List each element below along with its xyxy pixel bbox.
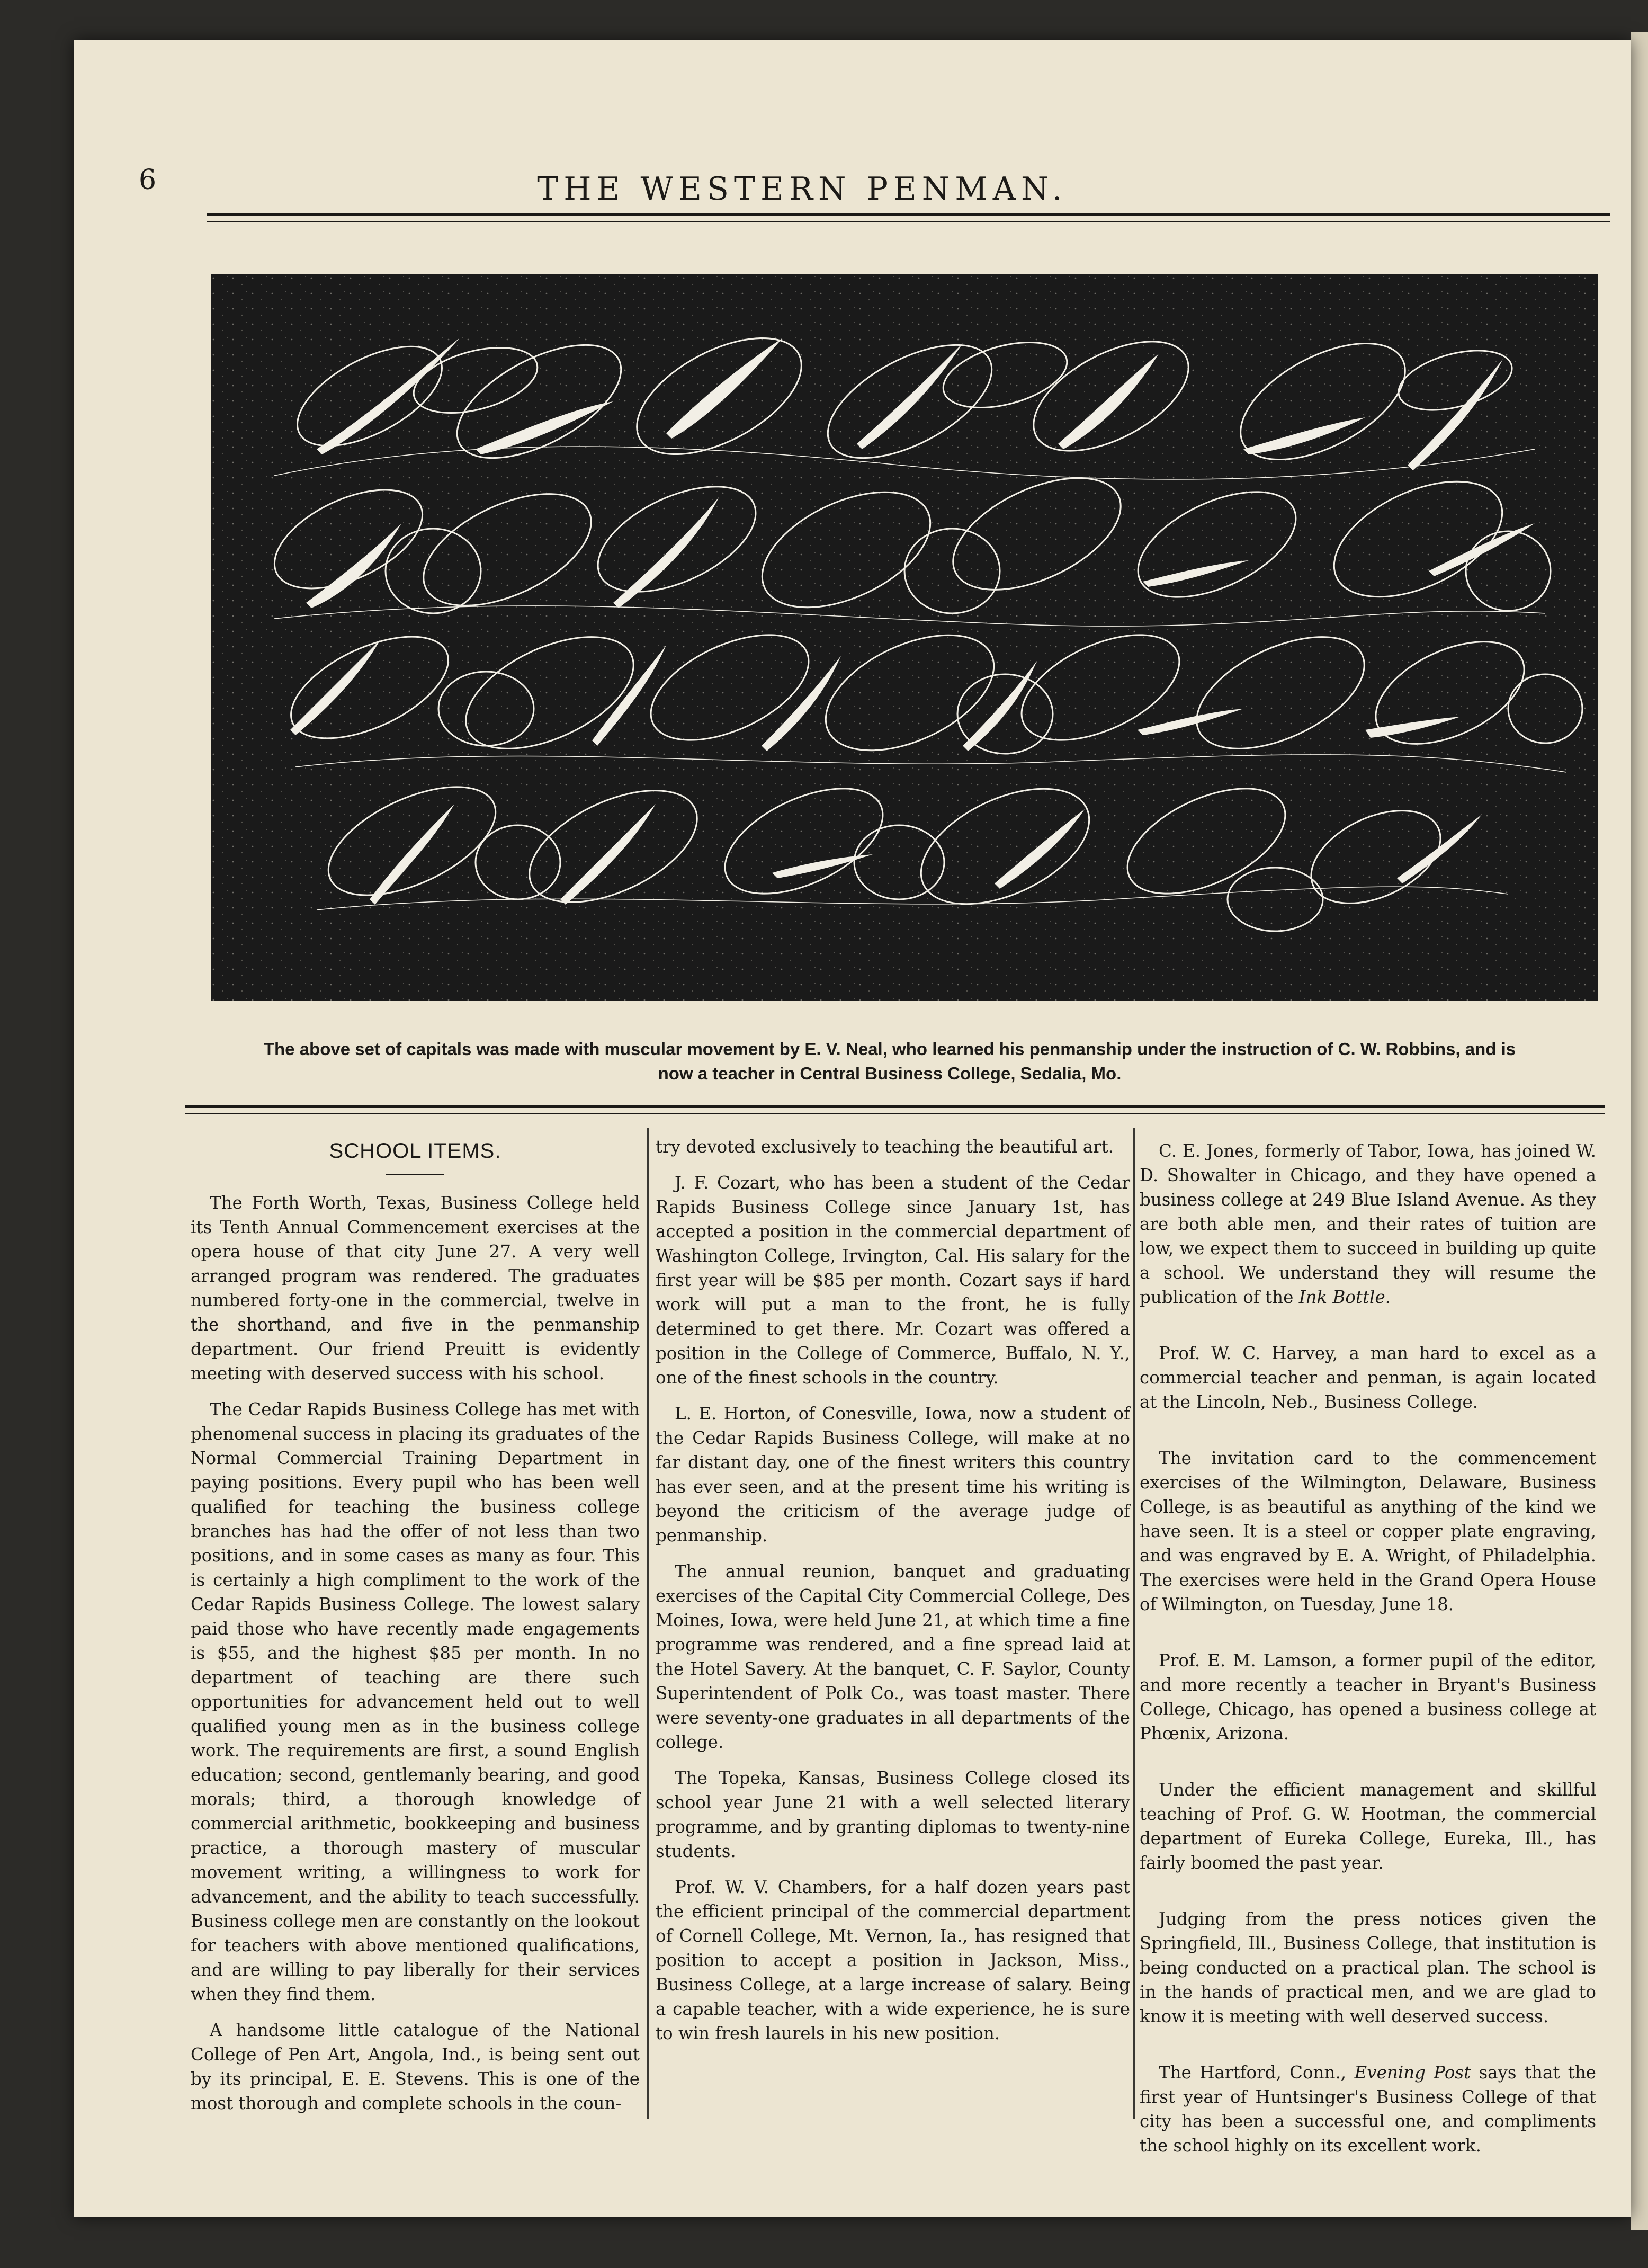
publication-title: THE WESTERN PENMAN.: [537, 171, 1068, 208]
article-cedar-rapids: The Cedar Rapids Business College has met with phenomenal success in placing its graduates of the Normal Commercial Training Department in paying positions. Every pupil who has been well qualified for teaching the business college branches has had the offer of not less than two positions, and in some cases as many as four. This is certainly a high compliment to the work of the Cedar Rapids Business College. The lowest salary paid those who have recently made engagements is $55, and the highest $85 per month. In no department of teaching are there such opportunities for advancement held out to well qualified young men as in the business college work. The requirements are first, a sound English education; second, gentlemanly bearing, and good morals; third, a thorough knowledge of commercial arithmetic, bookkeeping and business practice, a thorough mastery of muscular movement writing, a willingness to work for advancement, and the ability to teach successfully. Business college men are constantly on the lookout for teachers with above mentioned qualifications, and are willing to pay liberally for their services when they find them.: [191, 1399, 640, 2004]
section-rule-thin: [185, 1113, 1605, 1114]
column-divider-2: [1133, 1128, 1135, 2119]
article-jones-text: C. E. Jones, formerly of Tabor, Iowa, has joined W. D. Showalter in Chicago, and they have opened a business college at 249 Blue Island Avenue. As they are both able men, and their rates of tuition are low, we expect them to succeed in building up quite a school. We understand they will resume the publication of the: [1140, 1141, 1596, 1307]
caption-line-1: The above set of capitals was made with muscular movement by E. V. Neal, who learned his penmanship under the instruction of C. W. Robbins, and is: [263, 1039, 1516, 1059]
article-hartford-text-b: says that the first year of Huntsinger's Business College of that city has been a successful one, and compliments the school highly on its excellent work.: [1140, 2062, 1596, 2156]
header-rule-thin: [207, 221, 1610, 222]
penmanship-capitals-plate: [211, 274, 1598, 1001]
evening-post-title: Evening Post: [1354, 2062, 1471, 2083]
column-1: [191, 1139, 640, 2115]
article-chambers: Prof. W. V. Chambers, for a half dozen years past the efficient principal of the commercial department of Cornell College, Mt. Vernon, Ia., has resigned that position to accept a position in Jackson, Miss., Business College, at a large increase of salary. Being a capable teacher, with a wide experience, he is sure to win fresh laurels in his new position.: [656, 1877, 1130, 2043]
article-national-college: A handsome little catalogue of the National College of Pen Art, Angola, Ind., is being sent out by its principal, E. E. Stevens. This is one of the most thorough and complete schools in the coun-: [191, 2020, 640, 2113]
plate-caption: [180, 1037, 1599, 1086]
header-rule-thick: [207, 213, 1610, 216]
title-rule: [386, 1174, 444, 1175]
article-continuation: try devoted exclusively to teaching the beautiful art.: [656, 1137, 1114, 1157]
page-number: 6: [139, 164, 157, 196]
article-cozart: J. F. Cozart, who has been a student of the Cedar Rapids Business College since January 1st, has accepted a position in the commercial department of Washington College, Irvington, Cal. His salary for the first year will be $85 per month. Cozart says if hard work will put a man to the front, he is fully determined to get there. Mr. Cozart was offered a position in the College of Commerce, Buffalo, N. Y., one of the finest schools in the country.: [656, 1173, 1130, 1388]
adjacent-page-edge: [1631, 32, 1648, 2230]
article-hartford: [1140, 2060, 1596, 2158]
caption-line-2: now a teacher in Central Business College, Sedalia, Mo.: [658, 1064, 1122, 1083]
column-2: [656, 1135, 1130, 2046]
article-capital-city: The annual reunion, banquet and graduating exercises of the Capital City Commercial College, Des Moines, Iowa, were held June 21, at which time a fine programme was rendered, and a fine spread laid at the Hotel Savery. At the banquet, C. F. Saylor, County Superintendent of Polk Co., was toast master. There were seventy-one graduates in all departments of the college.: [656, 1561, 1130, 1752]
article-hootman: Under the efficient management and skillful teaching of Prof. G. W. Hootman, the commercial department of Eureka College, Eureka, Ill., has fairly boomed the past year.: [1140, 1780, 1596, 1873]
article-topeka: The Topeka, Kansas, Business College closed its school year June 21 with a well selected literary programme, and by granting diplomas to twenty-nine students.: [656, 1768, 1130, 1861]
article-lamson: Prof. E. M. Lamson, a former pupil of the editor, and more recently a teacher in Bryant's Business College, Chicago, has opened a business college at Phœnix, Arizona.: [1140, 1650, 1596, 1744]
article-fort-worth: The Forth Worth, Texas, Business College held its Tenth Annual Commencement exercises at the opera house of that city June 27. A very well arranged program was rendered. The graduates numbered forty-one in the commercial, twelve in the shorthand, and five in the penmanship department. Our friend Preuitt is evidently meeting with deserved success with his school.: [191, 1193, 640, 1383]
column-3: [1140, 1139, 1596, 2158]
column-divider-1: [647, 1128, 649, 2119]
article-springfield: Judging from the press notices given the Springfield, Ill., Business College, that institution is being conducted on a practical plan. The school is in the hands of practical men, and we are glad to know it is meeting with well deserved success.: [1140, 1909, 1596, 2026]
article-hartford-text-a: The Hartford, Conn.,: [1159, 2062, 1355, 2083]
section-rule-thick: [185, 1105, 1605, 1108]
ink-bottle-title: Ink Bottle.: [1298, 1287, 1391, 1307]
flourished-capitals-image: [211, 274, 1598, 1001]
section-title: SCHOOL ITEMS.: [329, 1139, 501, 1163]
article-jones: [1140, 1139, 1596, 1309]
article-wilmington: The invitation card to the commencement exercises of the Wilmington, Delaware, Business College, is as beautiful as anything of the kind we have seen. It is a steel or copper plate engraving, and was engraved by E. A. Wright, of Philadelphia. The exercises were held in the Grand Opera House of Wilmington, on Tuesday, June 18.: [1140, 1448, 1596, 1614]
article-horton: L. E. Horton, of Conesville, Iowa, now a student of the Cedar Rapids Business College, will make at no far distant day, one of the finest writers this country has ever seen, and at the present time his writing is beyond the criticism of the average judge of penmanship.: [656, 1404, 1130, 1546]
article-harvey: Prof. W. C. Harvey, a man hard to excel as a commercial teacher and penman, is again located at the Lincoln, Neb., Business College.: [1140, 1343, 1596, 1412]
